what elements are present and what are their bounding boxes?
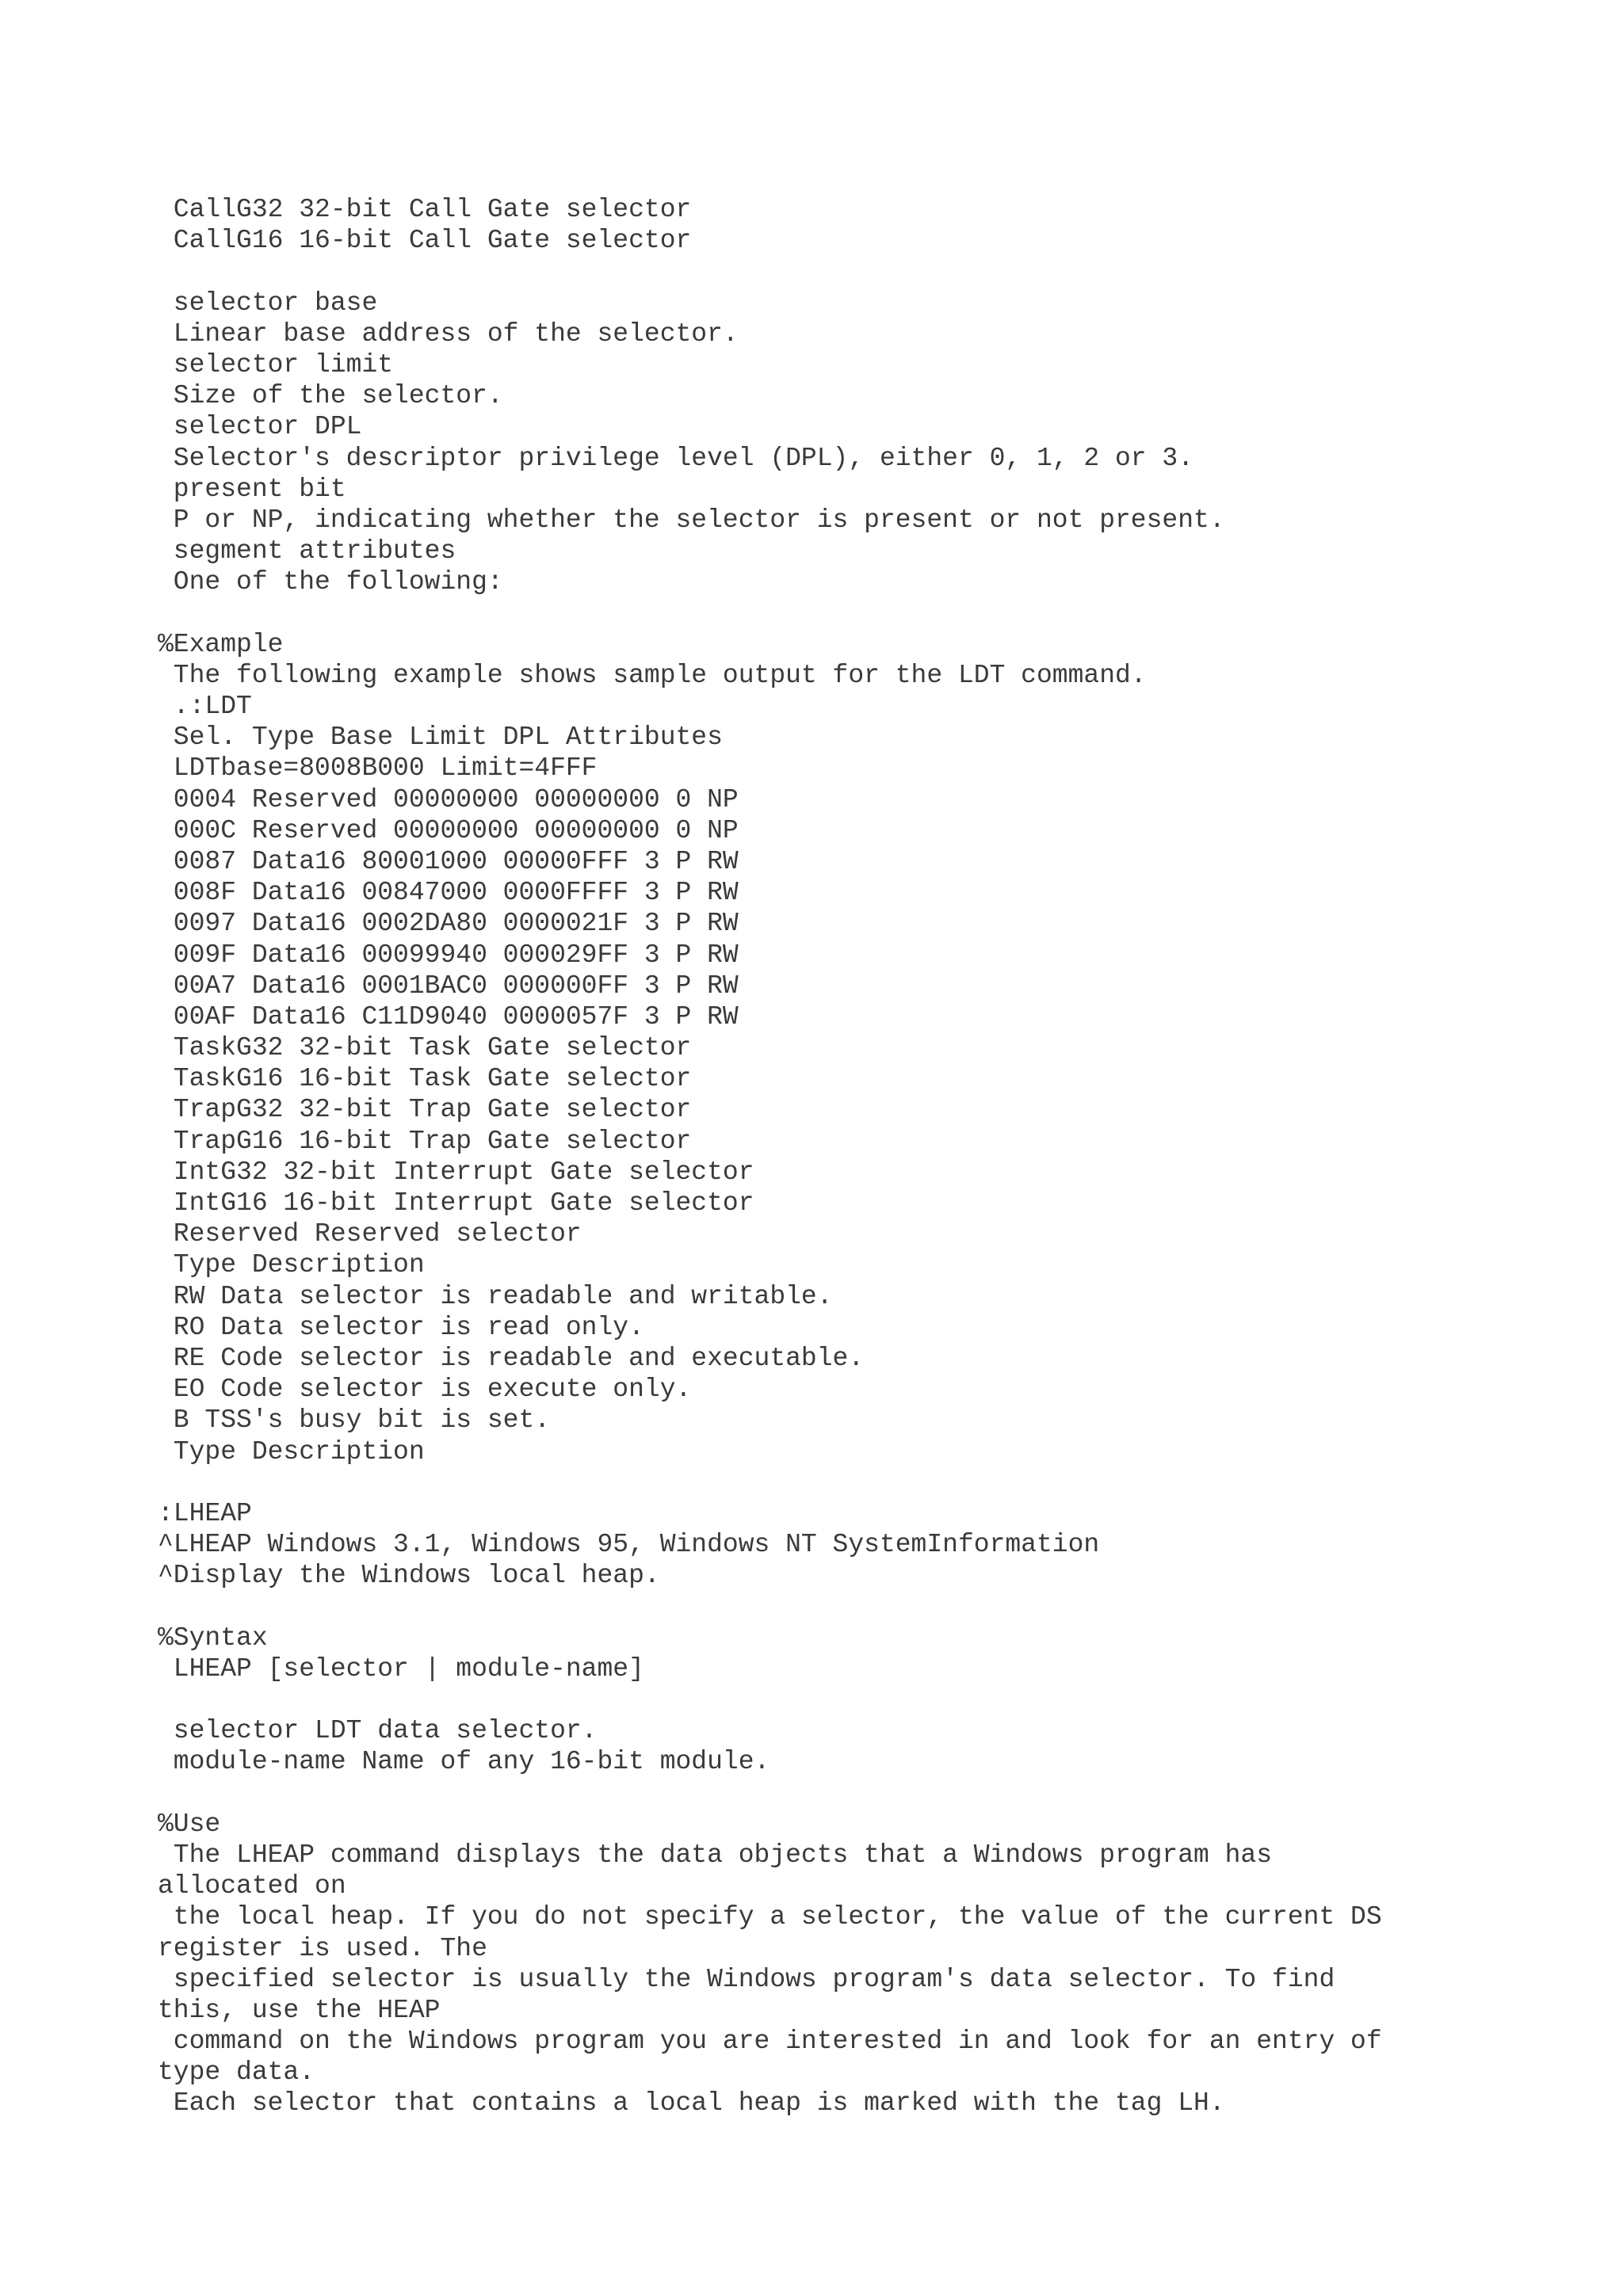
text-line: ^LHEAP Windows 3.1, Windows 95, Windows NT SystemInformation <box>158 1530 1100 1560</box>
text-line: TrapG16 16-bit Trap Gate selector <box>158 1126 692 1156</box>
text-line: 000C Reserved 00000000 00000000 0 NP <box>158 815 739 845</box>
text-line: command on the Windows program you are interested in and look for an entry of <box>158 2027 1382 2057</box>
text-line: The following example shows sample output for the LDT command. <box>158 660 1147 690</box>
text-line: specified selector is usually the Windows program's data selector. To find <box>158 1964 1335 1994</box>
text-line: segment attributes <box>158 536 456 566</box>
text-line: module-name Name of any 16-bit module. <box>158 1747 770 1777</box>
text-line: selector DPL <box>158 412 362 442</box>
text-line: register is used. The <box>158 1933 487 1963</box>
text-line: .:LDT <box>158 692 252 721</box>
text-line: IntG32 32-bit Interrupt Gate selector <box>158 1157 754 1187</box>
text-line: CallG16 16-bit Call Gate selector <box>158 226 692 256</box>
text-line: this, use the HEAP <box>158 1995 441 2025</box>
text-line: type data. <box>158 2058 315 2088</box>
text-line: LDTbase=8008B000 Limit=4FFF <box>158 753 598 784</box>
text-line: LHEAP [selector | module-name] <box>158 1653 644 1684</box>
text-line: Reserved Reserved selector <box>158 1219 582 1249</box>
text-line: 00AF Data16 C11D9040 0000057F 3 P RW <box>158 1001 739 1032</box>
text-line: P or NP, indicating whether the selector is present or not present. <box>158 505 1225 535</box>
text-line: EO Code selector is execute only. <box>158 1375 692 1405</box>
text-line: One of the following: <box>158 567 503 597</box>
text-line: Each selector that contains a local heap is marked with the tag LH. <box>158 2088 1225 2119</box>
text-line: :LHEAP <box>158 1498 252 1528</box>
text-line: ^Display the Windows local heap. <box>158 1561 660 1591</box>
text-line: 008F Data16 00847000 0000FFFF 3 P RW <box>158 878 739 908</box>
text-line: the local heap. If you do not specify a selector, the value of the current DS <box>158 1902 1382 1932</box>
text-line: RW Data selector is readable and writable. <box>158 1281 833 1311</box>
text-line: %Example <box>158 629 284 659</box>
text-line <box>158 1467 1505 1498</box>
text-line: B TSS's busy bit is set. <box>158 1405 551 1436</box>
text-line: present bit <box>158 474 346 504</box>
text-line: IntG16 16-bit Interrupt Gate selector <box>158 1188 754 1218</box>
text-line: %Use <box>158 1809 221 1839</box>
text-line <box>158 256 1505 287</box>
text-line: TrapG32 32-bit Trap Gate selector <box>158 1095 692 1125</box>
text-line: 00A7 Data16 0001BAC0 000000FF 3 P RW <box>158 971 739 1001</box>
text-line <box>158 1778 1505 1809</box>
document-text <box>158 194 1505 2119</box>
text-line: TaskG16 16-bit Task Gate selector <box>158 1064 692 1094</box>
text-line: %Syntax <box>158 1623 268 1653</box>
text-line: 0087 Data16 80001000 00000FFF 3 P RW <box>158 846 739 876</box>
text-line: selector LDT data selector. <box>158 1716 598 1746</box>
text-line: 0097 Data16 0002DA80 0000021F 3 P RW <box>158 909 739 939</box>
text-line: TaskG32 32-bit Task Gate selector <box>158 1033 692 1063</box>
text-line: RE Code selector is readable and executable. <box>158 1343 865 1373</box>
text-line: selector limit <box>158 349 394 379</box>
text-line: selector base <box>158 288 378 318</box>
text-line <box>158 1591 1505 1622</box>
text-line: 0004 Reserved 00000000 00000000 0 NP <box>158 784 739 814</box>
text-line: The LHEAP command displays the data objects that a Windows program has <box>158 1840 1273 1870</box>
text-line: Type Description <box>158 1436 425 1466</box>
text-line: Selector's descriptor privilege level (DPL), either 0, 1, 2 or 3. <box>158 443 1194 473</box>
text-line: Linear base address of the selector. <box>158 318 739 349</box>
text-line: Type Description <box>158 1250 425 1280</box>
text-line: CallG32 32-bit Call Gate selector <box>158 195 692 224</box>
text-line: Size of the selector. <box>158 381 503 411</box>
text-line <box>158 597 1505 628</box>
text-line <box>158 1684 1505 1715</box>
text-line: allocated on <box>158 1871 346 1901</box>
text-line: RO Data selector is read only. <box>158 1312 644 1342</box>
text-line: 009F Data16 00099940 000029FF 3 P RW <box>158 940 739 970</box>
text-line: Sel. Type Base Limit DPL Attributes <box>158 723 723 753</box>
